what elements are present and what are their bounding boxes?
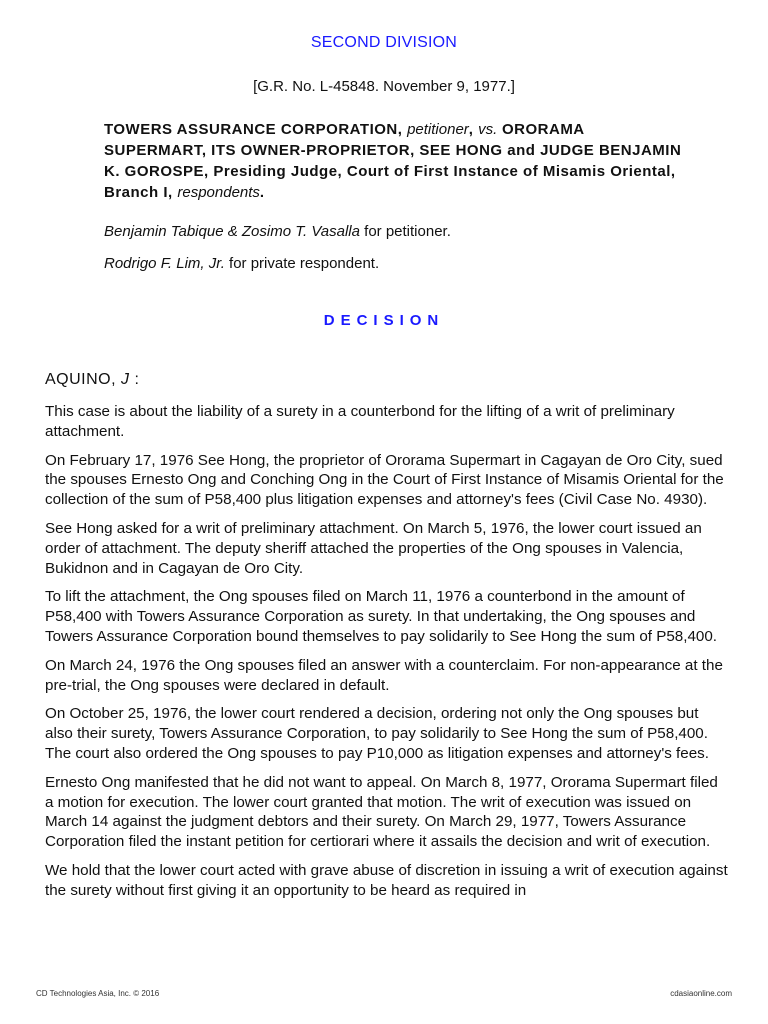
footer-copyright: CD Technologies Asia, Inc. © 2016	[36, 989, 160, 998]
paragraph: See Hong asked for a writ of preliminary attachment. On March 5, 1976, the lower court issued an order of attachment. The deputy sheriff attached the properties of the Ong spouses in Valencia, Bukidnon and in Cagayan de Oro City.	[45, 519, 702, 577]
paragraph: To lift the attachment, the Ong spouses filed on March 11, 1976 a counterbond in the amount of P58,400 with Towers Assurance Corporation as surety. In that undertaking, the Ong spouses and Towers Assurance Corporation bound themselves to pay solidarily to See Hong the sum of P58,400.	[45, 588, 718, 645]
paragraph: Ernesto Ong manifested that he did not want to appeal. On March 8, 1977, Ororama Supermart filed a motion for execution. The lower court granted that motion. The writ of execution was issued on March 14 against the judgment debtors and their surety. On March 29, 1977, Towers Assurance Corporation filed the instant petition for certiorari where it assails the decision and writ of execution.	[45, 773, 718, 851]
decision-body	[45, 402, 729, 910]
paragraph: On October 25, 1976, the lower court rendered a decision, ordering not only the Ong spouses but also their surety, Towers Assurance Corporation, to pay solidarily to See Hong the sum of P58,400. The court also ordered the Ong spouses to pay P10,000 as litigation expenses and attorney's fees.	[45, 705, 709, 762]
decision-heading: DECISION	[323, 312, 445, 329]
ponente-suffix: :	[129, 371, 140, 388]
counsel-petitioner	[104, 223, 451, 240]
versus-label: vs.	[478, 121, 498, 138]
ponente-name: AQUINO,	[45, 371, 122, 388]
ponente	[45, 371, 139, 389]
separator: ,	[397, 121, 408, 138]
ponente-title: J	[121, 371, 130, 388]
paragraph: On February 17, 1976 See Hong, the proprietor of Ororama Supermart in Cagayan de Oro City, sued the spouses Ernesto Ong and Conching Ong in the Court of First Instance of Misamis Oriental for the collection of the sum of P58,400 plus litigation expenses and attorney's fees (Civil Case No. 4930).	[45, 451, 724, 509]
counsel-role: for private respondent.	[224, 255, 380, 272]
counsel-respondent	[104, 255, 379, 272]
counsel-names: Benjamin Tabique & Zosimo T. Vasalla	[104, 223, 360, 240]
petitioner-role: petitioner	[407, 121, 469, 138]
case-parties	[104, 119, 684, 203]
footer-website: cdasiaonline.com	[670, 989, 732, 998]
division-heading: SECOND DIVISION	[310, 34, 458, 51]
paragraph: On March 24, 1976 the Ong spouses filed an answer with a counterclaim. For non-appearance at the pre-trial, the Ong spouses were declared in default.	[45, 656, 723, 694]
parties-end: .	[259, 184, 265, 201]
gr-number: [G.R. No. L-45848. November 9, 1977.]	[253, 78, 515, 95]
counsel-role: for petitioner.	[359, 223, 451, 240]
separator: ,	[468, 121, 479, 138]
counsel-names: Rodrigo F. Lim, Jr.	[104, 255, 225, 272]
paragraph: This case is about the liability of a surety in a counterbond for the lifting of a writ of preliminary attachment.	[45, 403, 675, 440]
respondents-role: respondents	[177, 184, 260, 201]
respondents-names: ORORAMA SUPERMART, ITS OWNER-PROPRIETOR, SEE HONG and JUDGE BENJAMIN K. GOROSPE, Presiding Judge, Court of First Instance of Misamis Oriental, Branch I,	[104, 121, 682, 201]
petitioner-name: TOWERS ASSURANCE CORPORATION	[104, 121, 398, 138]
paragraph: We hold that the lower court acted with grave abuse of discretion in issuing a writ of execution against the surety without first giving it an opportunity to be heard as required in	[45, 861, 728, 899]
